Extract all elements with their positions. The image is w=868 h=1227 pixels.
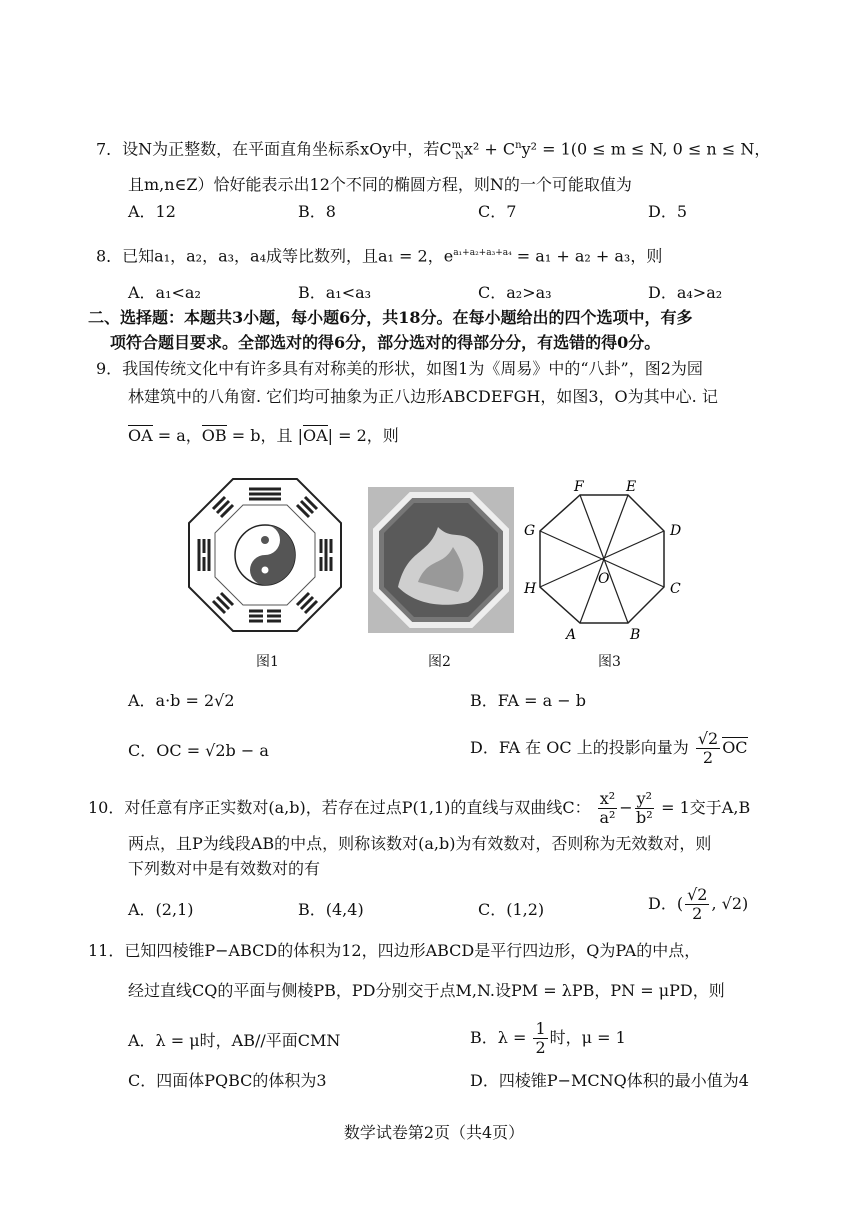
q10-option-d: D．( $\frac{√2}{2}$ , √2) bbox=[648, 885, 749, 923]
q8-option-b: B．a₁<a₃ bbox=[298, 283, 372, 302]
q9-line3: OA = a，OB = b，且 |OA| = 2，则 bbox=[128, 426, 399, 445]
vertex-b: B bbox=[630, 627, 641, 643]
q11-option-d: D．四棱锥P−MCNQ体积的最小值为4 bbox=[470, 1071, 749, 1090]
q8-option-a: A．a₁<a₂ bbox=[128, 283, 201, 302]
octagon-abcdefgh-figure bbox=[518, 475, 696, 645]
vertex-g: G bbox=[524, 523, 536, 539]
caption-fig1: 图1 bbox=[256, 654, 279, 670]
q9-option-d: D．FA 在 OC 上的投影向量为 $\frac{√2}{2}$ OC bbox=[470, 729, 748, 767]
caption-fig2: 图2 bbox=[428, 654, 451, 670]
q10-line3: 下列数对中是有效数对的有 bbox=[128, 859, 321, 878]
vertex-d: D bbox=[670, 523, 682, 539]
q10-line1: 10．对任意有序正实数对(a,b)，若存在过点P(1,1)的直线与双曲线C： $\frac{\text{x²}}{\text{a²}}$ − $\frac{\text{y²}}{\text{b²}}$ = 1交于A,B bbox=[88, 789, 751, 827]
q9-line1: 9．我国传统文化中有许多具有对称美的形状，如图1为《周易》中的“八卦”，图2为园 bbox=[96, 359, 703, 378]
q11-option-c: C．四面体PQBC的体积为3 bbox=[128, 1071, 327, 1090]
q10-option-b: B．(4,4) bbox=[298, 900, 364, 919]
octagon-window-photo bbox=[368, 487, 514, 633]
section2-line2: 项符合题目要求。全部选对的得6分，部分选对的得部分分，有选错的得0分。 bbox=[110, 333, 661, 352]
q8-option-c: C．a₂>a₃ bbox=[478, 283, 552, 302]
q7-stem-line2: 且m,n∈Z）恰好能表示出12个不同的椭圆方程，则N的一个可能取值为 bbox=[128, 175, 632, 194]
bagua-figure bbox=[185, 475, 345, 635]
q7-stem-line1: 7．设N为正整数，在平面直角坐标系xOy中，若$C^m_Nx^2 + C^ny^2 = 1(0 \le m \le N$, 0 ≤ n ≤ N， bbox=[96, 139, 771, 162]
q9-option-a: A．a·b = 2√2 bbox=[128, 691, 235, 710]
q11-line2: 经过直线CQ的平面与侧棱PB，PD分别交于点M,N.设PM = λPB，PN = μPD，则 bbox=[128, 981, 725, 1000]
page-footer: 数学试卷第2页（共4页） bbox=[343, 1123, 525, 1142]
q11-option-b: B．λ = $\frac{1}{2}$ 时，μ = 1 bbox=[470, 1019, 626, 1057]
q7-option-c: C．7 bbox=[478, 202, 517, 221]
q8-option-d: D．a₄>a₂ bbox=[648, 283, 723, 302]
q11-line1: 11．已知四棱锥P−ABCD的体积为12，四边形ABCD是平行四边形，Q为PA的中点， bbox=[88, 941, 701, 960]
q10-option-c: C．(1,2) bbox=[478, 900, 545, 919]
vertex-f: F bbox=[574, 479, 584, 495]
q7-option-d: D．5 bbox=[648, 202, 688, 221]
vertex-a: A bbox=[566, 627, 577, 643]
q7-option-a: A．12 bbox=[128, 202, 176, 221]
vertex-o: O bbox=[598, 571, 610, 587]
q9-line2: 林建筑中的八角窗. 它们均可抽象为正八边形ABCDEFGH，如图3，O为其中心. 记 bbox=[128, 387, 718, 406]
q11-option-a: A．λ = μ时，AB//平面CMN bbox=[128, 1031, 341, 1050]
caption-fig3: 图3 bbox=[598, 654, 621, 670]
vertex-h: H bbox=[524, 581, 537, 597]
q9-option-c: C．OC = √2b − a bbox=[128, 741, 269, 760]
section2-line1: 二、选择题：本题共3小题，每小题6分，共18分。在每小题给出的四个选项中，有多 bbox=[88, 308, 693, 327]
q10-option-a: A．(2,1) bbox=[128, 900, 194, 919]
q9-option-b: B．FA = a − b bbox=[470, 691, 586, 710]
q8-stem: 8．已知a₁，a₂，a₃，a₄成等比数列，且a₁ = 2，$e^{a_1+a_2+a_3+a_4} = a_1 + a_2 + a_3$，则 bbox=[96, 246, 663, 266]
q7-option-b: B．8 bbox=[298, 202, 336, 221]
q10-line2: 两点，且P为线段AB的中点，则称该数对(a,b)为有效数对，否则称为无效数对，则 bbox=[128, 834, 712, 853]
vertex-e: E bbox=[626, 479, 637, 495]
vertex-c: C bbox=[670, 581, 681, 597]
